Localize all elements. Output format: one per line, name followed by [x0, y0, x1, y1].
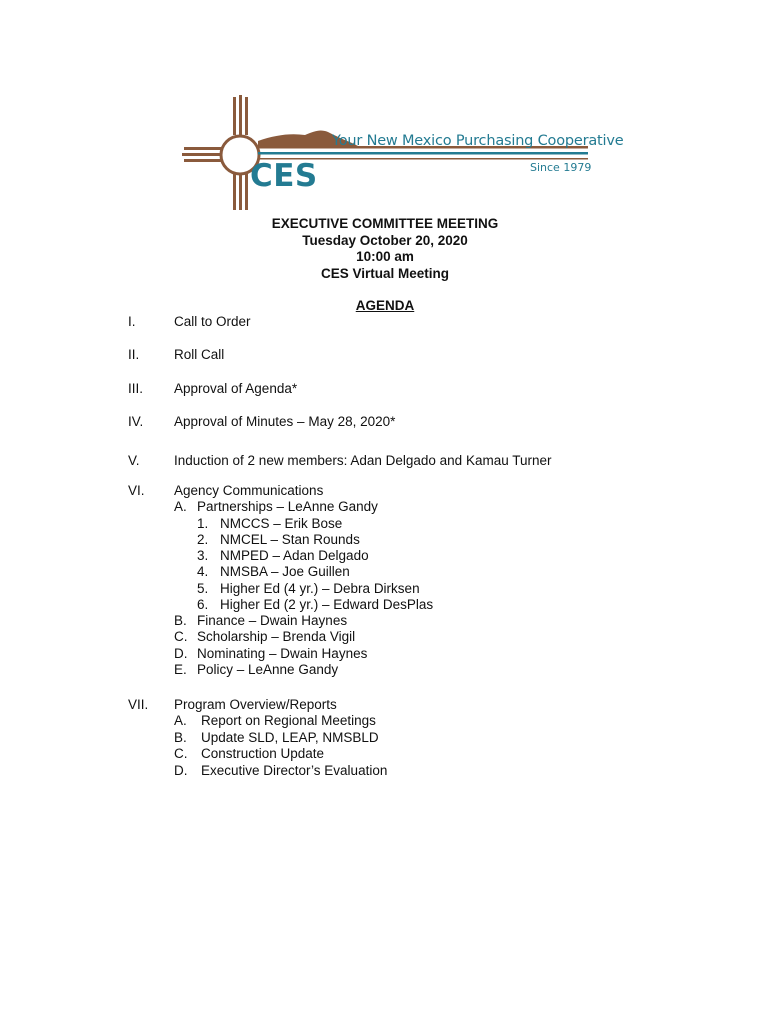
- sub-item-letter: E.: [174, 662, 187, 677]
- meeting-location: CES Virtual Meeting: [320, 265, 450, 281]
- item-text: Approval of Minutes – May 28, 2020*: [174, 414, 396, 429]
- item-number: VI.: [128, 483, 145, 498]
- sub-item-letter: A.: [174, 713, 187, 728]
- sub-item-letter: D.: [174, 646, 188, 661]
- item-number: III.: [128, 381, 144, 396]
- sub-item-text: Executive Director’s Evaluation: [201, 763, 388, 778]
- item-text: Approval of Agenda*: [174, 381, 298, 396]
- sub-item-text: Policy – LeAnne Gandy: [197, 662, 339, 677]
- sub-item-letter: A.: [174, 499, 187, 514]
- item-text: Induction of 2 new members: Adan Delgado and Kamau Turner: [174, 453, 552, 468]
- meeting-title: EXECUTIVE COMMITTEE MEETING: [271, 216, 499, 231]
- partner-text: NMPED – Adan Delgado: [220, 548, 369, 563]
- partner-number: 2.: [197, 532, 209, 547]
- logo-name: CES: [250, 158, 318, 194]
- sub-item-text: Finance – Dwain Haynes: [197, 613, 348, 628]
- partner-text: NMSBA – Joe Guillen: [220, 564, 350, 579]
- item-number: II.: [128, 347, 140, 362]
- meeting-header: [0, 216, 770, 282]
- sub-item-letter: C.: [174, 629, 188, 644]
- meeting-date: Tuesday October 20, 2020: [302, 232, 468, 248]
- item-number: I.: [128, 314, 136, 329]
- sub-item-text: Report on Regional Meetings: [201, 713, 376, 728]
- meeting-time: 10:00 am: [356, 249, 414, 264]
- partner-number: 1.: [197, 516, 209, 531]
- partner-number: 5.: [197, 581, 209, 596]
- partner-text: Higher Ed (2 yr.) – Edward DesPlas: [220, 597, 434, 612]
- item-text: Roll Call: [174, 347, 225, 362]
- item-number: VII.: [128, 697, 149, 712]
- sub-item-text: Scholarship – Brenda Vigil: [197, 629, 356, 644]
- sub-item-text: Partnerships – LeAnne Gandy: [197, 499, 378, 514]
- sub-item-letter: C.: [174, 746, 188, 761]
- agenda-title: AGENDA: [355, 298, 415, 313]
- sub-item-text: Update SLD, LEAP, NMSBLD: [201, 730, 379, 745]
- partner-text: NMCEL – Stan Rounds: [220, 532, 360, 547]
- item-number: IV.: [128, 414, 144, 429]
- logo-since: Since 1979: [530, 161, 592, 174]
- partner-number: 3.: [197, 548, 209, 563]
- sub-item-letter: D.: [174, 763, 188, 778]
- sub-item-text: Construction Update: [201, 746, 325, 761]
- item-text: Program Overview/Reports: [174, 697, 337, 712]
- sub-item-letter: B.: [174, 730, 187, 745]
- partner-text: NMCCS – Erik Bose: [220, 516, 343, 531]
- logo-tagline: Your New Mexico Purchasing Cooperative: [332, 133, 624, 149]
- item-text: Call to Order: [174, 314, 251, 329]
- sub-item-letter: B.: [174, 613, 187, 628]
- partner-number: 4.: [197, 564, 209, 579]
- zia-sun-icon: [182, 95, 248, 210]
- item-number: V.: [128, 453, 140, 468]
- partner-text: Higher Ed (4 yr.) – Debra Dirksen: [220, 581, 420, 596]
- item-text: Agency Communications: [174, 483, 324, 498]
- ces-logo: [180, 95, 590, 210]
- partner-number: 6.: [197, 597, 209, 612]
- sub-item-text: Nominating – Dwain Haynes: [197, 646, 368, 661]
